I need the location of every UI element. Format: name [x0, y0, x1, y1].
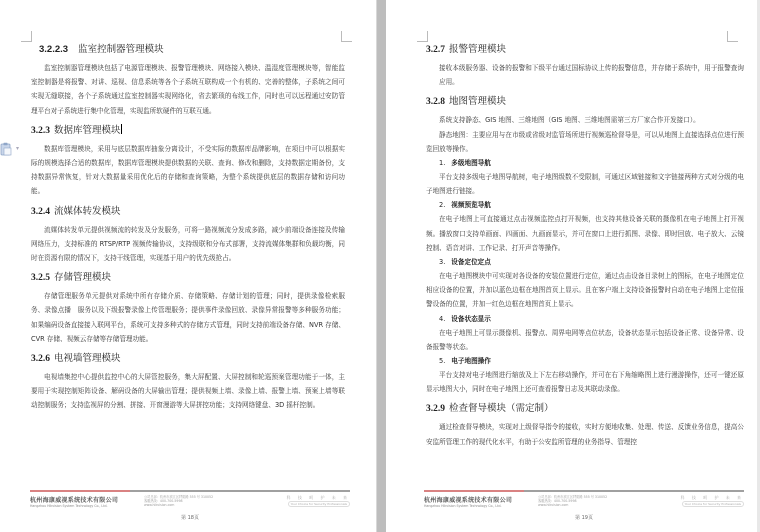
- paste-options-icon[interactable]: [0, 141, 12, 155]
- section-heading: 3.2.5 存储管理模块: [31, 272, 112, 284]
- list-item-text[interactable]: 在电子地图上可直接通过点击视频监控点打开视频，也支持其他设备关联的摄像机在电子地图上打开视频。播放窗口支持单画面、四画面、九画面显示，并可在窗口上进行抓图、录像、即时回放、电子放大、云镜控制、语音对讲、工作记录、打开声音等操作。: [426, 215, 744, 252]
- section-heading: 3.2.7 报警管理模块: [426, 44, 507, 55]
- footer-divider: [30, 490, 350, 492]
- section-3-2-5: [31, 271, 345, 346]
- list-item-text[interactable]: 平台支持多级电子地图导航树，电子地图级数不受限制，可通过区域链接和文字链接两种方式对分级的电子地图进行链接。: [426, 173, 744, 196]
- body-paragraph[interactable]: 静态地图：主要应用与在市级或省级对监管场所进行视频巡检督导是，可以从地图上直接选择点位进行预览回放等操作。: [426, 130, 744, 153]
- footer-contact: 公司总部：杭州市滨江区阡陌路 555 号 310052 客服热线：400-700-5998 www.hikvision.com: [538, 495, 608, 507]
- page-separator: [376, 0, 386, 532]
- chevron-down-icon[interactable]: ▾: [16, 145, 20, 152]
- document-page-18[interactable]: [0, 0, 376, 532]
- body-paragraph[interactable]: 数据库管理模块，采用与底层数据库抽象分离设计，不受实际的数据库品牌影响，在项目中可以根据实际的规模选择合适的数据库，数据库管理模块提供数据的关联、查询、修改和删除，支持数据定期备份，支持数据异常恢复，针对大数据量采用优化后的存储和查询策略，为整个系统提供底层的数据存储和访问功能。: [31, 144, 345, 196]
- footer-slogan: 科 技 呵 护 未 来 Your Choice for Security Professionals: [680, 495, 744, 506]
- body-paragraph[interactable]: 通过检查督导模块，实现对上级督导指令的接收，实时方便地收集、处理、传送、反馈业务信息，提高公安监所管理工作的现代化水平，有助于公安监所管理的业务指导、管理控: [426, 423, 744, 446]
- list-item-text[interactable]: 在电子地图模块中可实现对各设备的安装位置进行定位，通过点击设备目录树上的图标，在电子地图定位相应设备的位置，并加以蓝色边框在地图首页上显示。且在客户端上支持设备报警时自动在电子地图上定位报警设备的位置，并加一红色边框在地图首页上显示。: [426, 272, 744, 309]
- body-paragraph[interactable]: 系统支持静态、GIS 地图、三维地图（GIS 地图、三维地图需第三方厂家合作开发接口）。: [439, 116, 700, 125]
- footer-contact: 公司总部：杭州市滨江区阡陌路 555 号 310052 客服热线：400-700-5998 www.hikvision.com: [144, 495, 214, 507]
- list-item-title: 1. 多级地图导航: [439, 159, 491, 168]
- body-paragraph[interactable]: 流媒体转发单元提供视频流的转发及分发服务，可将一路视频流分发成多路，减少前端设备连接及传输网络压力，支持标准的 RTSP/RTP 视频传输协议，支持级联和分布式部署，支持流媒体集群和负载均衡，同时在资源有限的情况下，支持干线管理，实现基于用户的优先级抢占。: [31, 225, 345, 263]
- footer-slogan: 科 技 呵 护 未 来 Your Choice for Security Professionals: [286, 495, 350, 506]
- margin-corner-mark: [341, 31, 352, 42]
- section-3-2-6: [31, 352, 345, 413]
- section-3-2-3: [31, 124, 345, 199]
- section-3-2-7: [426, 43, 744, 89]
- section-heading: 3.2.8 地图管理模块: [426, 96, 507, 108]
- page-number: 第 19页: [575, 515, 593, 521]
- list-item-text[interactable]: 平台支持对电子地图进行缩放及上下左右移动操作，并可在右下角缩略图上进行漫游操作，还可一键还原显示地图大小，同时在电子地图上还可查看报警日志及其联动录像。: [426, 371, 744, 394]
- section-3-2-4: [31, 205, 345, 266]
- body-paragraph[interactable]: 存储管理服务单元提供对系统中所有存储介质、存储策略、存储计划的管理；同时，提供录像检索服务、录像点播 服务以及下级报警录像上传管理服务；提供事件录像回放、录像异常报警等多种服务功能；如果编码设备直接接入联网平台，系统可支持多种式的存储方式管理，同时支持前端设备存储、NVR 存储、CVR 存储、视频云存储等存储管理功能。: [31, 292, 345, 343]
- section-heading: 3.2.6 电视墙管理模块: [31, 353, 121, 365]
- section-heading: 3.2.2.3 监室控制器管理模块: [39, 44, 164, 55]
- list-item-title: 2. 视频预览导航: [439, 201, 491, 210]
- section-3-2-8: [426, 95, 744, 396]
- margin-corner-mark: [727, 31, 738, 42]
- section-heading: 3.2.9 检查督导模块（需定制）: [426, 403, 554, 415]
- footer-company: 杭州海康威视系统技术有限公司 Hangzhou Hikvision System Technology Co., Ltd.: [30, 497, 119, 508]
- body-paragraph[interactable]: 监室控制器管理模块包括了电源管理模块、报警管理模块、网络接入模块、温湿度管理模块等，智能监室控制器是将报警、对讲、巡视、信息系统等各个子系统互联构成一个有机的、完善的整体，子系统之间可实现无缝联接，各个子系统通过监室控制器实现网络化，省去繁琐的布线工作，同时也可以远程通过安防管理平台对子系统进行集中化管理，实现监所软硬件的互联互通。: [31, 64, 345, 115]
- section-3-2-2-3: [31, 43, 345, 118]
- body-paragraph[interactable]: 电视墙集控中心提供监控中心的大屏管控服务，集大屏配置、大屏控制和轮巡预案管理功能于一体，主要用于实现控制矩阵设备、解码设备的大屏输出管理；提供视频上墙、录像上墙、报警上墙、预案上墙等联动控制服务；支持监视屏的分割、拼接、开窗漫游等大屏拼控功能；支持网络键盘、3D 摇杆控制。: [31, 373, 345, 410]
- margin-corner-mark: [417, 31, 428, 42]
- list-item-text[interactable]: 在电子地图上可显示摄像机、报警点、周界电网等点位状态，设备状态显示包括设备正常、设备异常、设备报警等状态。: [426, 328, 744, 351]
- document-page-19[interactable]: [386, 0, 760, 532]
- section-heading[interactable]: 3.2.3 数据库管理模块: [31, 124, 121, 136]
- section-3-2-9: [426, 402, 744, 448]
- page-footer: [424, 490, 744, 530]
- section-heading: 3.2.4 流媒体转发模块: [31, 205, 121, 217]
- list-item-title: 3. 设备定位定点: [439, 258, 491, 267]
- page-number: 第 18页: [181, 515, 199, 521]
- footer-company: 杭州海康威视系统技术有限公司 Hangzhou Hikvision System Technology Co., Ltd.: [424, 497, 513, 508]
- list-item-title: 4. 设备状态显示: [439, 314, 491, 323]
- text-cursor: [121, 124, 122, 134]
- list-item-title: 5. 电子地图操作: [439, 357, 491, 366]
- page-footer: [30, 490, 350, 530]
- footer-divider: [424, 490, 744, 492]
- margin-corner-mark: [21, 31, 32, 42]
- body-paragraph[interactable]: 接收本级服务器、设备的报警和下级平台通过国标协议上传的报警信息，并存储于系统中，用于报警查询应用。: [439, 64, 744, 87]
